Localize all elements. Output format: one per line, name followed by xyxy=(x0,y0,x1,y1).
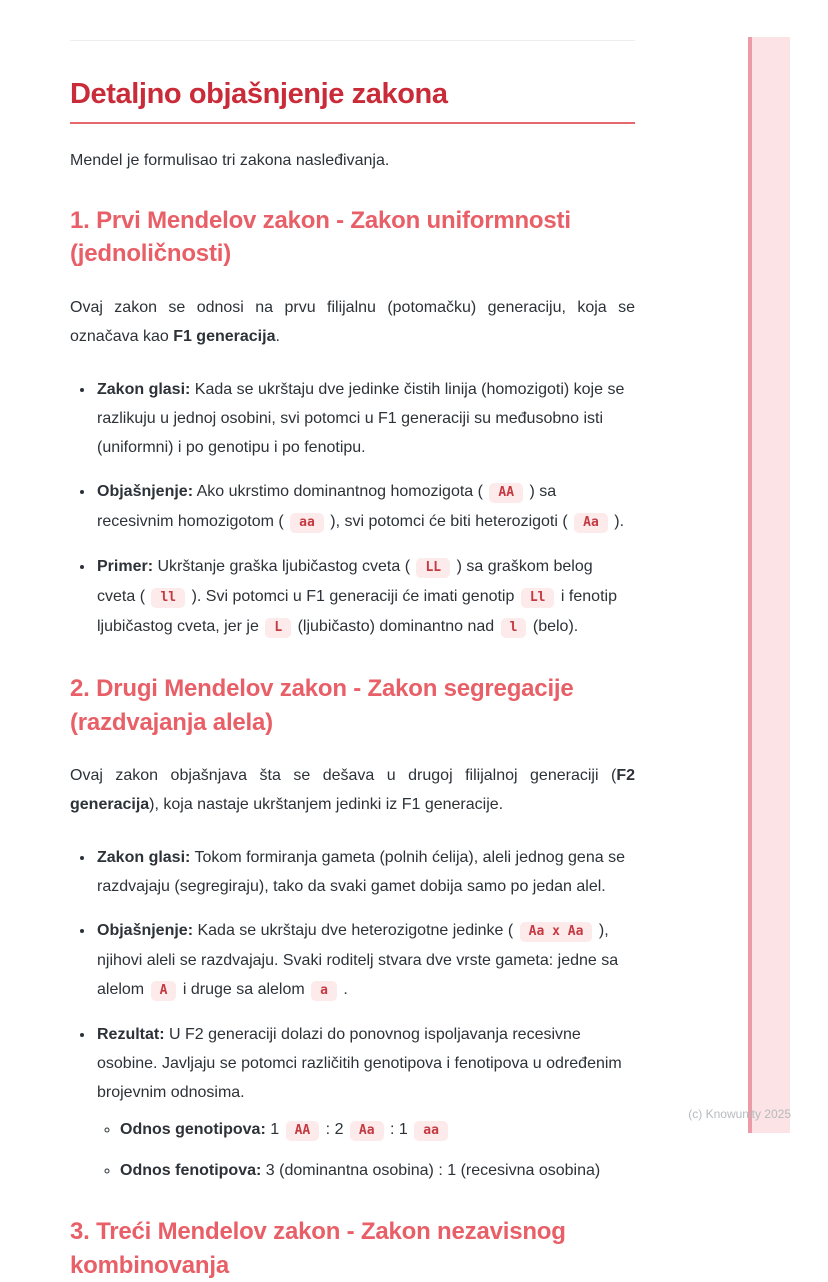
section-paragraph: Ovaj zakon se odnosi na prvu filijalnu (potomačku) generaciju, koja se označava kao F1 generacija. xyxy=(70,298,635,345)
section-heading-first-law: 1. Prvi Mendelov zakon - Zakon uniformnosti (jednoličnosti) xyxy=(70,206,571,268)
bold-label: F1 generacija xyxy=(173,327,276,345)
section-second-law xyxy=(70,672,635,1185)
section-first-law xyxy=(70,204,635,642)
bold-label: Objašnjenje: xyxy=(97,922,194,940)
bold-label: Primer: xyxy=(97,557,154,575)
bold-label: Rezultat: xyxy=(97,1026,165,1044)
sub-bullet-list xyxy=(97,1115,635,1185)
bullet-item-zakon-glasi: • Zakon glasi: Kada se ukrštaju dve jedinke čistih linija (homozigoti) koje se razlikuju u jednoj osobini, svi potomci u F1 generaciji su međusobno isti (uniformni) i po genotipu i po fenotipu. xyxy=(95,375,635,462)
section-paragraph: Ovaj zakon objašnjava šta se dešava u drugoj filijalnoj generaciji (F2 generacija), koja nastaje ukrštanjem jedinki iz F1 generacije. xyxy=(70,767,635,814)
bold-label: F2 generacija xyxy=(70,767,635,814)
bold-label: Objašnjenje: xyxy=(97,482,194,500)
sub-bullet-odnos-genotipova: ◦ Odnos genotipova: 1 AA : 2 Aa : 1 aa xyxy=(120,1115,635,1145)
inline-code-badge: ll xyxy=(151,588,185,608)
inline-code-badge: Aa xyxy=(350,1121,384,1141)
bold-label: Odnos fenotipova: xyxy=(120,1162,262,1180)
section-third-law xyxy=(70,1215,635,1282)
inline-code-badge: AA xyxy=(489,483,523,503)
inline-code-badge: Aa xyxy=(574,513,608,533)
top-divider xyxy=(70,40,635,41)
bullet-item-rezultat xyxy=(95,1020,635,1185)
bullet-item-primer: • Primer: Ukrštanje graška ljubičastog cveta ( LL ) sa graškom belog cveta ( ll ). Svi potomci u F1 generaciji će imati genotip Ll i fenotip ljubičastog cveta, jer je L (ljubičasto) dominantno nad l (belo). xyxy=(95,552,635,642)
inline-code-badge: LL xyxy=(416,558,450,578)
bold-label: Zakon glasi: xyxy=(97,849,191,867)
bullet-item-zakon-glasi: • Zakon glasi: Tokom formiranja gameta (polnih ćelija), aleli jednog gena se razdvajaju (segregiraju), tako da svaki gamet dobija samo po jedan alel. xyxy=(95,843,635,901)
inline-code-badge: a xyxy=(311,981,337,1001)
inline-code-badge: aa xyxy=(414,1121,448,1141)
document-content xyxy=(70,0,635,1282)
inline-code-badge: Aa x Aa xyxy=(520,922,593,942)
title-underline xyxy=(70,122,635,124)
bullet-list xyxy=(70,375,635,642)
bold-label: Odnos genotipova: xyxy=(120,1121,266,1139)
section-heading-second-law: 2. Drugi Mendelov zakon - Zakon segregacije (razdvajanja alela) xyxy=(70,674,574,736)
bullet-item-objasnjenje: • Objašnjenje: Ako ukrstimo dominantnog homozigota ( AA ) sa recesivnim homozigotom ( aa ), svi potomci će biti heterozigoti ( Aa ). xyxy=(95,477,635,537)
inline-code-badge: aa xyxy=(290,513,324,533)
section-heading-third-law: 3. Treći Mendelov zakon - Zakon nezavisnog kombinovanja xyxy=(70,1218,566,1279)
page-edge-scroll-bar-accent xyxy=(748,37,752,1133)
inline-code-badge: Ll xyxy=(521,588,555,608)
inline-code-badge: A xyxy=(151,981,177,1001)
copyright-watermark: (c) Knowunity 2025 xyxy=(688,1107,791,1121)
bullet-text: Rezultat: U F2 generaciji dolazi do ponovnog ispoljavanja recesivne osobine. Javljaju se potomci različitih genotipova i fenotipova u određenim brojevnim odnosima. xyxy=(97,1026,622,1102)
inline-code-badge: l xyxy=(501,618,527,638)
bullet-list xyxy=(70,843,635,1185)
inline-code-badge: AA xyxy=(286,1121,320,1141)
sub-bullet-odnos-fenotipova: ◦ Odnos fenotipova: 3 (dominantna osobina) : 1 (recesivna osobina) xyxy=(120,1156,635,1185)
bullet-item-objasnjenje: • Objašnjenje: Kada se ukrštaju dve heterozigotne jedinke ( Aa x Aa ), njihovi aleli se razdvajaju. Svaki roditelj stvara dve vrste gameta: jedne sa alelom A i druge sa alelom a . xyxy=(95,916,635,1005)
intro-paragraph: Mendel je formulisao tri zakona nasleđivanja. xyxy=(70,151,390,169)
inline-code-badge: L xyxy=(265,618,291,638)
bold-label: Zakon glasi: xyxy=(97,380,191,398)
page-title: Detaljno objašnjenje zakona xyxy=(70,78,448,110)
page-edge-scroll-bar xyxy=(748,37,790,1133)
